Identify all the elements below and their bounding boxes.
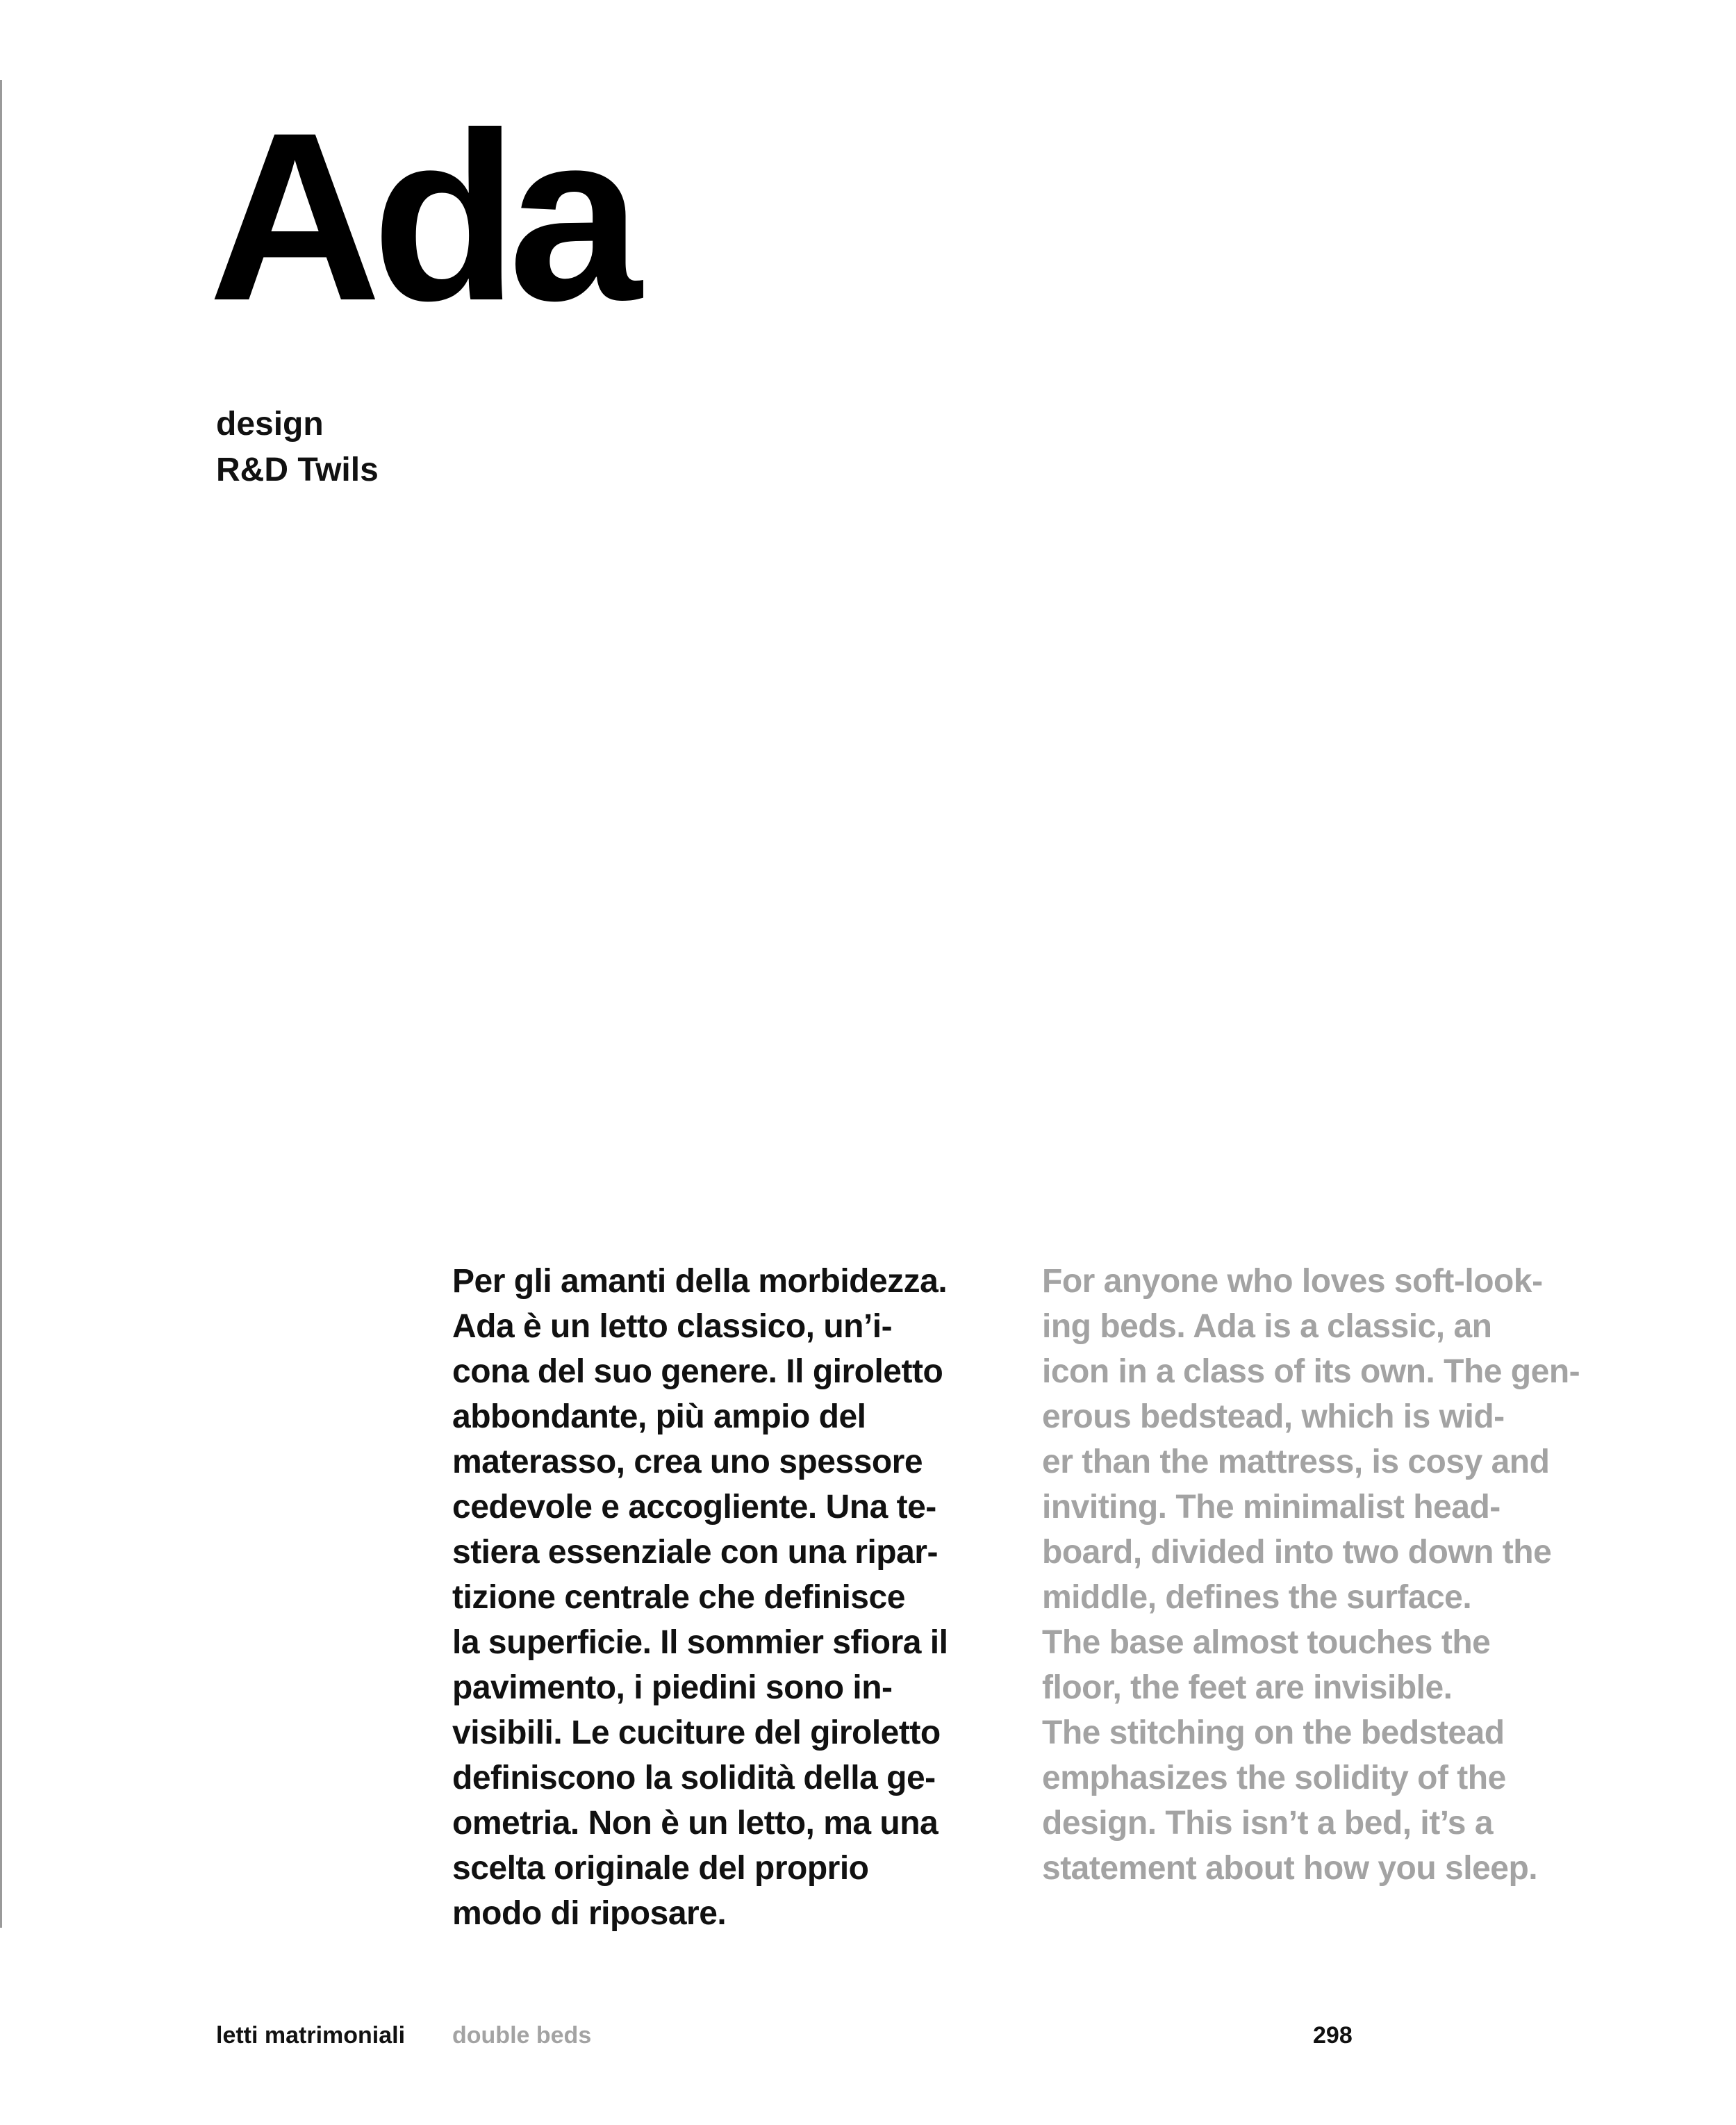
description-line: pavimento, i piedini sono in- [452, 1669, 893, 1706]
description-line: tizione centrale che definisce [452, 1579, 905, 1616]
description-line: inviting. The minimalist head- [1042, 1489, 1501, 1525]
description-line: design. This isn’t a bed, it’s a [1042, 1805, 1494, 1842]
footer-category-italian: letti matrimoniali [216, 2022, 406, 2049]
description-line: Per gli amanti della morbidezza. [452, 1263, 948, 1300]
page-number: 298 [1313, 2022, 1353, 2049]
designer-label: design [216, 406, 324, 443]
description-line: middle, defines the surface. [1042, 1579, 1472, 1616]
description-line: modo di riposare. [452, 1895, 727, 1932]
description-english [1042, 1259, 1580, 1891]
description-italian [452, 1259, 948, 1936]
designer-name: R&D Twils [216, 452, 379, 488]
description-line: statement about how you sleep. [1042, 1850, 1538, 1887]
description-line: For anyone who loves soft-look- [1042, 1263, 1543, 1300]
description-line: ometria. Non è un letto, ma una [452, 1805, 939, 1842]
description-line: The base almost touches the [1042, 1624, 1491, 1661]
description-line: emphasizes the solidity of the [1042, 1760, 1506, 1796]
description-line: Ada è un letto classico, un’i- [452, 1308, 893, 1345]
product-title: Ada [208, 83, 632, 351]
description-line: icon in a class of its own. The gen- [1042, 1353, 1580, 1390]
description-line: scelta originale del proprio [452, 1850, 869, 1887]
description-line: cedevole e accogliente. Una te- [452, 1489, 936, 1525]
page-binding-line [0, 80, 2, 1928]
description-line: The stitching on the bedstead [1042, 1714, 1505, 1751]
description-line: visibili. Le cuciture del giroletto [452, 1714, 941, 1751]
designer-credit [216, 402, 379, 493]
description-line: board, divided into two down the [1042, 1534, 1552, 1571]
description-line: cona del suo genere. Il giroletto [452, 1353, 943, 1390]
description-line: ing beds. Ada is a classic, an [1042, 1308, 1492, 1345]
description-line: la superficie. Il sommier sfiora il [452, 1624, 948, 1661]
description-line: er than the mattress, is cosy and [1042, 1444, 1550, 1480]
description-line: materasso, crea uno spessore [452, 1444, 923, 1480]
footer-category-english: double beds [452, 2022, 592, 2049]
description-line: erous bedstead, which is wid- [1042, 1398, 1505, 1435]
description-line: abbondante, più ampio del [452, 1398, 866, 1435]
description-line: stiera essenziale con una ripar- [452, 1534, 938, 1571]
description-line: definiscono la solidità della ge- [452, 1760, 936, 1796]
description-line: floor, the feet are invisible. [1042, 1669, 1453, 1706]
